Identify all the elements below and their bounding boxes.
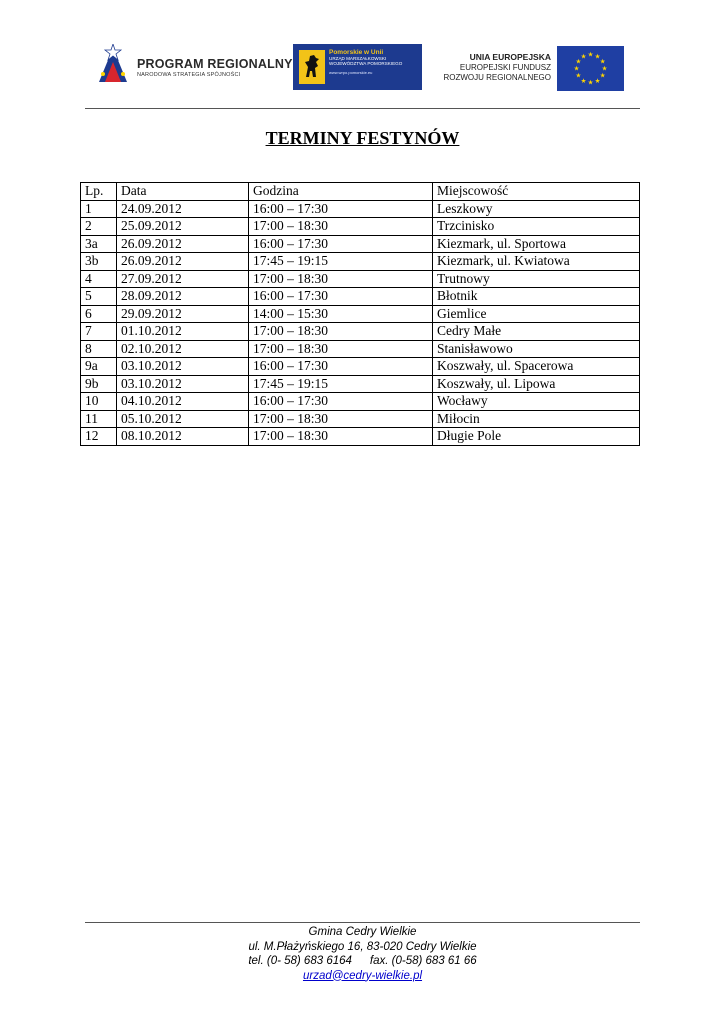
cell-miejscowosc: Koszwały, ul. Spacerowa [433,358,640,376]
cell-lp: 2 [81,218,117,236]
cell-data: 24.09.2012 [117,200,249,218]
cell-godzina: 16:00 – 17:30 [249,358,433,376]
cell-lp: 12 [81,428,117,446]
eu-line-2: EUROPEJSKI FUNDUSZ [459,63,551,72]
table-row [81,305,640,323]
eu-star-icon: ★ [601,65,608,73]
table-header-row [81,183,640,201]
table-row [81,253,640,271]
footer-org: Gmina Cedry Wielkie [308,926,417,938]
cell-data: 04.10.2012 [117,393,249,411]
cell-lp: 5 [81,288,117,306]
eu-line-3: ROZWOJU REGIONALNEGO [443,73,551,82]
cell-lp: 3a [81,235,117,253]
cell-data: 05.10.2012 [117,410,249,428]
cell-miejscowosc: Miłocin [433,410,640,428]
footer-email-link[interactable]: urzad@cedry-wielkie.pl [302,969,423,982]
cell-data: 02.10.2012 [117,340,249,358]
page-title: TERMINY FESTYNÓW [265,128,460,148]
cell-godzina: 17:45 – 19:15 [249,253,433,271]
cell-godzina: 17:45 – 19:15 [249,375,433,393]
cell-lp: 10 [81,393,117,411]
cell-data: 01.10.2012 [117,323,249,341]
griffin-icon [303,53,321,79]
header-divider [85,108,640,109]
table-row [81,358,640,376]
table-row [81,340,640,358]
cell-lp: 8 [81,340,117,358]
cell-godzina: 16:00 – 17:30 [249,200,433,218]
eu-star-icon: ★ [580,53,587,61]
pomorskie-line-2: WOJEWÓDZTWA POMORSKIEGO [329,61,403,67]
cell-lp: 1 [81,200,117,218]
cell-miejscowosc: Stanisławowo [433,340,640,358]
cell-godzina: 16:00 – 17:30 [249,393,433,411]
footer-tel: tel. (0- 58) 683 6164 [248,955,352,967]
program-regionalny-subtitle: NARODOWA STRATEGIA SPÓJNOŚCI [137,72,241,78]
eu-star-icon: ★ [594,53,601,61]
table-row [81,410,640,428]
eu-star-icon: ★ [575,72,582,80]
cell-miejscowosc: Giemlice [433,305,640,323]
col-header-data: Data [117,183,249,201]
cell-lp: 7 [81,323,117,341]
cell-miejscowosc: Koszwały, ul. Lipowa [433,375,640,393]
cell-miejscowosc: Kiezmark, ul. Kwiatowa [433,253,640,271]
cell-data: 26.09.2012 [117,253,249,271]
cell-data: 28.09.2012 [117,288,249,306]
footer-divider [85,922,640,923]
cell-miejscowosc: Cedry Małe [433,323,640,341]
cell-miejscowosc: Trutnowy [433,270,640,288]
cell-godzina: 16:00 – 17:30 [249,235,433,253]
cell-godzina: 16:00 – 17:30 [249,288,433,306]
eu-star-icon: ★ [599,58,606,66]
col-header-miejscowosc: Miejscowość [433,183,640,201]
eu-star-icon: ★ [587,79,594,87]
eu-star-icon: ★ [599,72,606,80]
pomorskie-title: Pomorskie w Unii [329,49,384,56]
cell-godzina: 17:00 – 18:30 [249,270,433,288]
cell-lp: 3b [81,253,117,271]
cell-lp: 6 [81,305,117,323]
pomorskie-url: www.wrpo.pomorskie.eu [329,69,373,75]
cell-miejscowosc: Błotnik [433,288,640,306]
cell-godzina: 17:00 – 18:30 [249,218,433,236]
cell-data: 29.09.2012 [117,305,249,323]
cell-miejscowosc: Długie Pole [433,428,640,446]
table-row [81,200,640,218]
program-regionalny-emblem-icon [97,44,129,84]
footer-address: ul. M.Płażyńskiego 16, 83-020 Cedry Wielkie [248,940,477,953]
cell-data: 26.09.2012 [117,235,249,253]
eu-flag-icon [557,46,624,91]
cell-lp: 9b [81,375,117,393]
cell-godzina: 14:00 – 15:30 [249,305,433,323]
cell-lp: 9a [81,358,117,376]
cell-godzina: 17:00 – 18:30 [249,323,433,341]
eu-star-icon: ★ [594,77,601,85]
cell-miejscowosc: Trzcinisko [433,218,640,236]
footer-fax: fax. (0-58) 683 61 66 [369,955,477,967]
footer-contact [0,954,725,969]
eu-star-icon: ★ [575,58,582,66]
cell-lp: 4 [81,270,117,288]
cell-miejscowosc: Kiezmark, ul. Sportowa [433,235,640,253]
cell-data: 03.10.2012 [117,375,249,393]
eu-star-icon: ★ [573,65,580,73]
cell-godzina: 17:00 – 18:30 [249,428,433,446]
table-row [81,428,640,446]
col-header-lp: Lp. [81,183,117,201]
cell-data: 27.09.2012 [117,270,249,288]
table-row [81,270,640,288]
eu-fund-text [433,52,551,83]
cell-data: 25.09.2012 [117,218,249,236]
cell-miejscowosc: Leszkowy [433,200,640,218]
cell-godzina: 17:00 – 18:30 [249,410,433,428]
eu-star-icon: ★ [580,77,587,85]
eu-line-1: UNIA EUROPEJSKA [469,52,551,62]
table-row [81,235,640,253]
cell-lp: 11 [81,410,117,428]
table-row [81,393,640,411]
footer [0,925,725,983]
cell-miejscowosc: Wocławy [433,393,640,411]
program-regionalny-logo [97,44,293,88]
table-row [81,288,640,306]
table-row [81,218,640,236]
eu-stars-icon [557,46,624,91]
festival-schedule-table [80,182,640,446]
cell-godzina: 17:00 – 18:30 [249,340,433,358]
eu-star-icon: ★ [587,51,594,59]
program-regionalny-title: PROGRAM REGIONALNY [137,57,293,71]
table-row [81,375,640,393]
pomorskie-line-1: URZĄD MARSZAŁKOWSKI [329,56,387,61]
table-row [81,323,640,341]
col-header-godzina: Godzina [249,183,433,201]
pomorskie-logo [293,44,422,90]
cell-data: 03.10.2012 [117,358,249,376]
cell-data: 08.10.2012 [117,428,249,446]
